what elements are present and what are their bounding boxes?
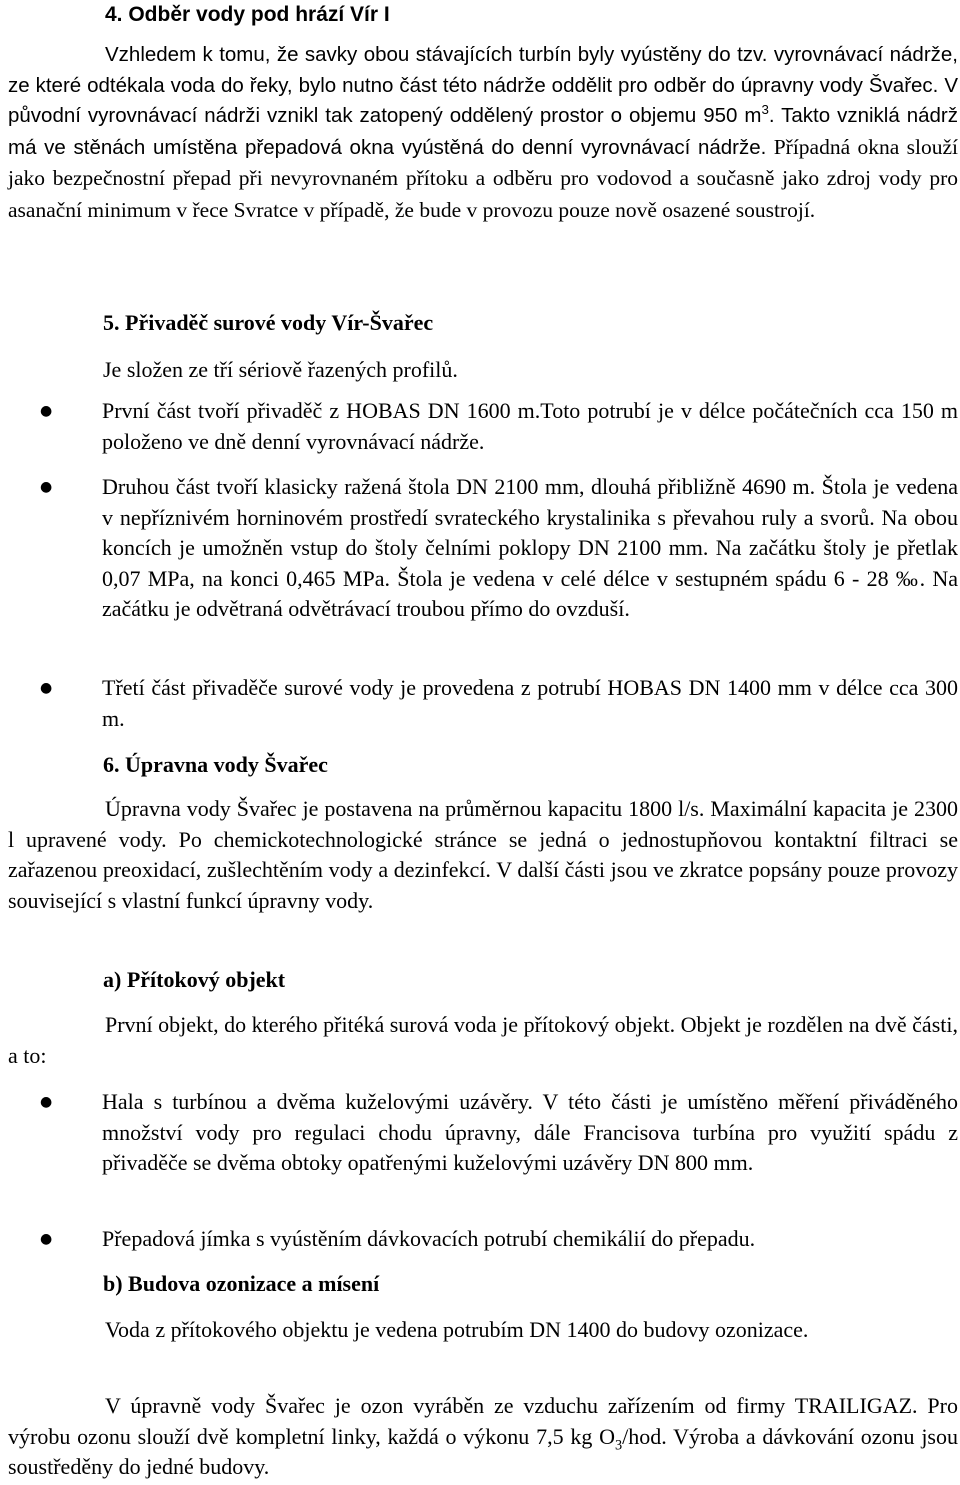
section-6-heading: 6. Úpravna vody Švařec	[103, 752, 328, 777]
section-6-paragraph: Úpravna vody Švařec je postavena na průměrnou kapacitu 1800 l/s. Maximální kapacita je 2300 l upravené vody. Po chemickotechnologické stránce se jedná o jednostupňovou kontaktní filtraci se zařazenou preoxidací, zušlechtěním vody a dezinfekcí. V další části jsou ve zkratce popsány pouze provozy související s vlastní funkcí úpravny vody.	[8, 796, 958, 913]
list-item-text: Druhou část tvoří klasicky ražená štola DN 2100 mm, dlouhá přibližně 4690 m. Štola je vedena v nepříznivém horninovém prostředí svrateckého krystalinika s převahou ruly a svorů. Na obou koncích je umožněn vstup do štoly čelními poklopy DN 2100 mm. Na začátku štoly je přetlak 0,07 MPa, na konci 0,465 MPa. Štola je vedena v celé délce v sestupném spádu 6 - 28 ‰. Na začátku je odvětraná odvětrávací troubou přímo do ovzduší.	[102, 474, 958, 622]
section-5-heading: 5. Přivaděč surové vody Vír-Švařec	[103, 310, 434, 335]
list-item-text: Přepadová jímka s vyústěním dávkovacích potrubí chemikálií do přepadu.	[102, 1226, 756, 1251]
section-4-text-1: Vzhledem k tomu, že savky obou stávajících turbín byly vyústěny do tzv. vyrovnávací nádrže, ze které odtékala voda do řeky, bylo nutno část této nádrže oddělit pro odběr do úpravny vody Švařec. V původní vyrovnávací nádrži vznikl tak zatopený oddělený prostor o objemu 950 m	[8, 43, 958, 128]
ozone-subscript: 3	[614, 1436, 623, 1453]
subsection-b-paragraph-2	[8, 1391, 958, 1483]
section-5-intro: Je složen ze tří sériově řazených profilů.	[103, 357, 458, 382]
list-item-text: První část tvoří přivaděč z HOBAS DN 1600 m.Toto potrubí je v délce počátečních cca 150 m položeno ve dně denní vyrovnávací nádrže.	[102, 398, 958, 454]
bullet-icon: ●	[40, 403, 53, 419]
section-4-text-2: . Takto vzniklá nádrž má ve stěnách umístěna přepadová okna vyústěná do denní vyrovnávací nádrže.	[8, 104, 958, 159]
list-item-text: Hala s turbínou a dvěma kuželovými uzávěry. V této části je umístěno měření přiváděného množství vody pro regulaci chodu úpravny, dále Francisova turbína pro využití spádu z přivaděče se dvěma obtoky opatřenými kuželovými uzávěry DN 800 mm.	[102, 1089, 958, 1176]
cubic-superscript: 3	[761, 102, 769, 118]
subsection-b-heading: b) Budova ozonizace a mísení	[103, 1271, 380, 1296]
ozone-text-2: /hod. Výroba a dávkování ozonu jsou soustředěny do jedné budovy.	[8, 1423, 958, 1480]
bullet-icon: ●	[40, 1094, 53, 1110]
bullet-icon: ●	[40, 1231, 53, 1247]
subsection-a-heading: a) Přítokový objekt	[103, 967, 286, 992]
subsection-b-paragraph-1: Voda z přítokového objektu je vedena potrubím DN 1400 do budovy ozonizace.	[105, 1317, 809, 1342]
section-4-paragraph	[8, 40, 958, 227]
ozone-text-1: V úpravně vody Švařec je ozon vyráběn ze vzduchu zařízením od firmy TRAILIGAZ. Pro výrobu ozonu slouží dvě kompletní linky, každá o výkonu 7,5 kg O	[8, 1393, 958, 1449]
bullet-icon: ●	[40, 680, 53, 696]
section-4-heading: 4. Odběr vody pod hrází Vír I	[105, 3, 390, 26]
subsection-a-paragraph: První objekt, do kterého přitéká surová voda je přítokový objekt. Objekt je rozdělen na dvě části, a to:	[8, 1012, 958, 1068]
list-item-text: Třetí část přivaděče surové vody je provedena z potrubí HOBAS DN 1400 mm v délce cca 300 m.	[102, 675, 958, 731]
bullet-icon: ●	[40, 479, 53, 495]
section-4-text-3: Případná okna slouží jako bezpečnostní přepad při nevyrovnaném přítoku a odběru pro vodovod a současně jako zdroj vody pro asanační minimum v řece Svratce v případě, že bude v provozu pouze nově osazené soustrojí.	[8, 134, 959, 222]
